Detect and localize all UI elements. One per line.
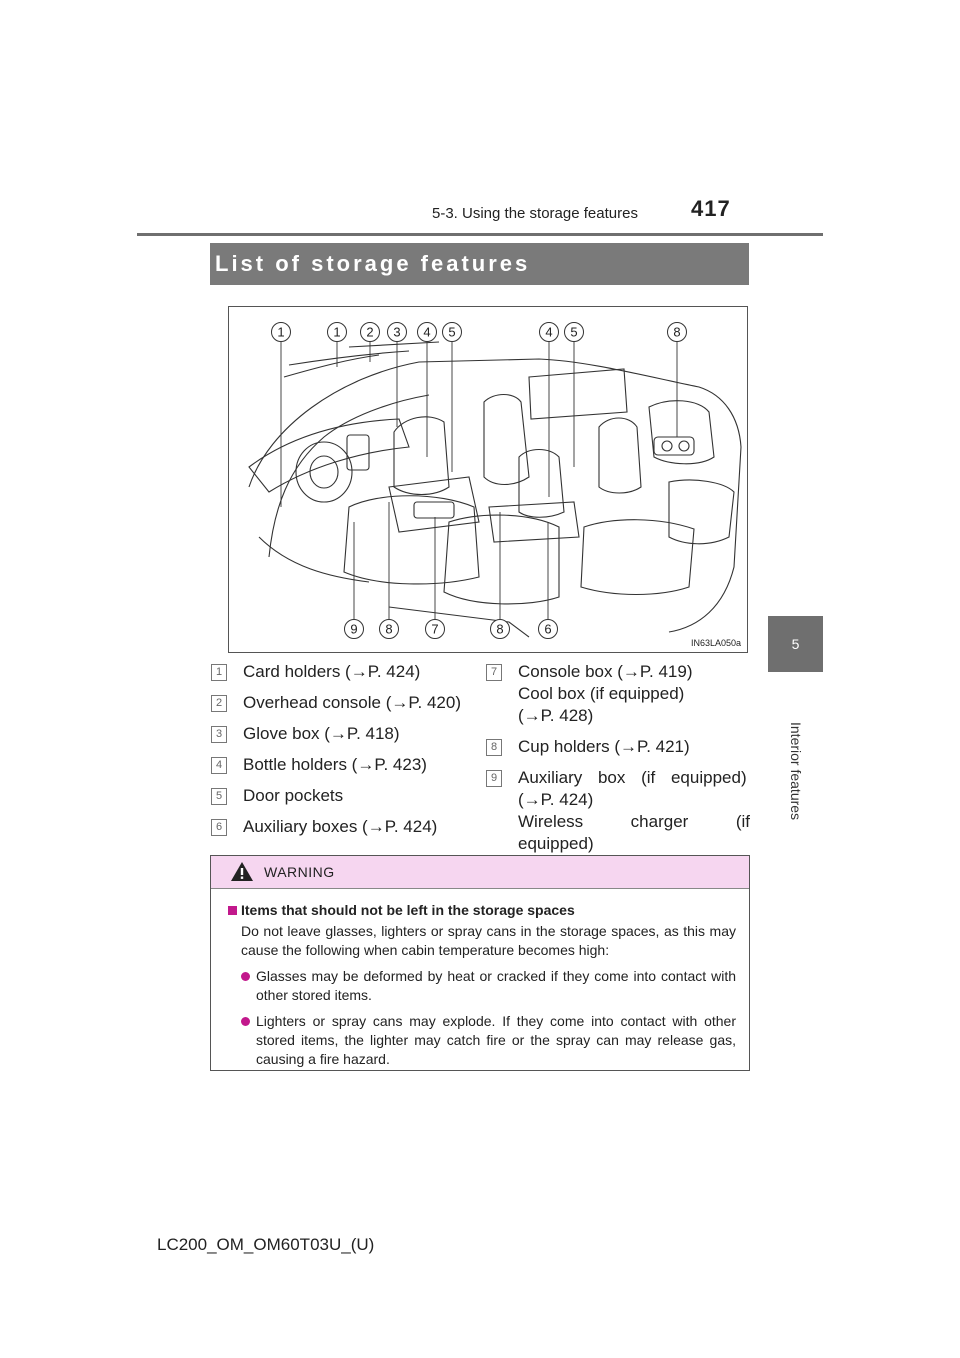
callout-number: 5 (570, 324, 578, 340)
legend-number: 1 (211, 664, 227, 681)
legend-left (211, 661, 461, 847)
document-code: LC200_OM_OM60T03U_(U) (157, 1235, 375, 1254)
callout-number: 4 (423, 324, 431, 340)
legend-item (211, 754, 461, 776)
callouts-bottom (345, 620, 558, 639)
legend-number: 2 (211, 695, 227, 712)
legend-text: Auxiliary box (if equipped) (518, 768, 747, 787)
callout-number: 4 (545, 324, 553, 340)
legend-text: (→P. 428) (518, 706, 594, 725)
legend-number: 9 (486, 770, 502, 787)
legend-item (211, 816, 461, 838)
legend-number: 6 (211, 819, 227, 836)
callout-number: 8 (385, 621, 393, 637)
legend-text: Console box (→P. 419) (518, 662, 693, 681)
page-title: List of storage features (210, 243, 749, 285)
circle-bullet-icon (241, 1017, 250, 1026)
circle-bullet-icon (241, 972, 250, 981)
legend-text: Wireless charger (if equipped) (518, 812, 750, 853)
callout-number: 3 (393, 324, 401, 340)
callout-number: 9 (350, 621, 358, 637)
legend-right (486, 661, 750, 886)
legend-item (211, 723, 461, 745)
legend-item (211, 785, 461, 807)
legend-item (211, 661, 461, 683)
callout-number: 2 (366, 324, 374, 340)
warning-icon (230, 861, 254, 882)
chapter-tab: 5 (768, 616, 823, 672)
legend-text: Overhead console (→P. 420) (243, 693, 461, 712)
callout-number: 5 (448, 324, 456, 340)
legend-number: 8 (486, 739, 502, 756)
cabin-drawing (229, 307, 747, 652)
warning-box (210, 855, 750, 1071)
legend-text: Cool box (if equipped) (518, 684, 685, 703)
warning-bullet-text: Lighters or spray cans may explode. If they come into contact with other stored items, the lighter may catch fire or the spray can may release gas, causing a fire hazard. (256, 1013, 736, 1067)
warning-title: WARNING (264, 864, 335, 880)
legend-number: 4 (211, 757, 227, 774)
callout-number: 1 (333, 324, 341, 340)
callouts-top (272, 323, 687, 342)
warning-bullet (228, 967, 736, 1005)
warning-heading-text: Items that should not be left in the storage spaces (241, 902, 575, 918)
legend-item (486, 736, 750, 758)
legend-item (486, 661, 750, 727)
figure-code: IN63LA050a (690, 638, 741, 648)
legend-number: 5 (211, 788, 227, 805)
chapter-title: Interior features (788, 722, 804, 821)
callout-number: 1 (277, 324, 285, 340)
callout-number: 7 (431, 621, 439, 637)
warning-bullet-text: Glasses may be deformed by heat or cracked if they come into contact with other stored items. (256, 968, 736, 1003)
legend-number: 7 (486, 664, 502, 681)
legend-text: (→P. 424) (518, 790, 594, 809)
legend-text: Card holders (→P. 424) (243, 662, 421, 681)
cabin-illustration (228, 306, 748, 653)
warning-intro: Do not leave glasses, lighters or spray cans in the storage spaces, as this may cause the following when cabin temperature becomes high: (241, 923, 736, 958)
callout-number: 8 (496, 621, 504, 637)
legend-item (211, 692, 461, 714)
section-heading: 5-3. Using the storage features (432, 205, 638, 222)
legend-text: Cup holders (→P. 421) (518, 737, 690, 756)
warning-header (211, 856, 749, 889)
page-number: 417 (691, 196, 731, 221)
square-bullet-icon (228, 906, 237, 915)
legend-text: Glove box (→P. 418) (243, 724, 400, 743)
warning-bullet (228, 1012, 736, 1069)
warning-heading (228, 901, 736, 920)
callout-number: 8 (673, 324, 681, 340)
warning-body (228, 901, 736, 1069)
legend-number: 3 (211, 726, 227, 743)
header-divider (137, 233, 823, 236)
legend-text: Door pockets (243, 786, 344, 805)
legend-text: Bottle holders (→P. 423) (243, 755, 427, 774)
callout-number: 6 (544, 621, 552, 637)
legend-text: Auxiliary boxes (→P. 424) (243, 817, 438, 836)
